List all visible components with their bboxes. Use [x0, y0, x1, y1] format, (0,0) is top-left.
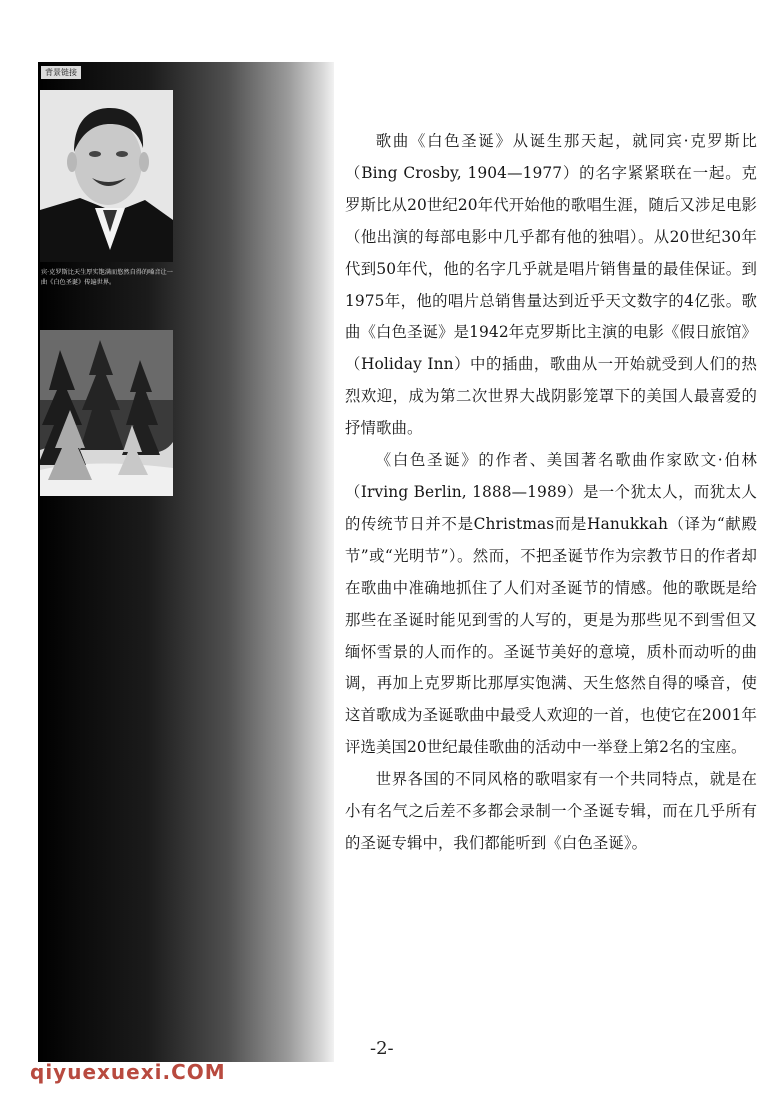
winter-forest-painting	[40, 330, 173, 496]
photo-caption: 宾·克罗斯比天生厚实饱满而悠然自得的嗓音让一曲《白色圣诞》传遍世界。	[41, 269, 173, 286]
article-paragraph: 世界各国的不同风格的歌唱家有一个共同特点，就是在小有名气之后差不多都会录制一个圣诞专辑，而在几乎所有的圣诞专辑中，我们都能听到《白色圣诞》。	[345, 770, 757, 852]
article-paragraph: 《白色圣诞》的作者、美国著名歌曲作家欧文·伯林（Irving Berlin, 1888—1989）是一个犹太人，而犹太人的传统节日并不是Christmas而是Hanukkah（译为“献殿节”或“光明节”）。然而，不把圣诞节作为宗教节日的作者却在歌曲中准确地抓住了人们对圣诞节的情感。他的歌既是给那些在圣诞时能见到雪的人写的，更是为那些见不到雪但又缅怀雪景的人而作的。圣诞节美好的意境，质朴而动听的曲调，再加上克罗斯比那厚实饱满、天生悠然自得的嗓音，使这首歌成为圣诞歌曲中最受人欢迎的一首，也使它在2001年评选美国20世纪最佳歌曲的活动中一举登上第2名的宝座。	[345, 451, 757, 757]
sidebar-label: 背景链接	[41, 66, 81, 79]
page-number: -2-	[370, 1038, 394, 1059]
article-paragraph: 歌曲《白色圣诞》从诞生那天起，就同宾·克罗斯比（Bing Crosby, 1904—1977）的名字紧紧联在一起。克罗斯比从20世纪20年代开始他的歌唱生涯，随后又涉足电影（他出演的每部电影中几乎都有他的独唱）。从20世纪30年代到50年代，他的名字几乎就是唱片销售量的最佳保证。到1975年，他的唱片总销售量达到近乎天文数字的4亿张。歌曲《白色圣诞》是1942年克罗斯比主演的电影《假日旅馆》（Holiday Inn）中的插曲，歌曲从一开始就受到人们的热烈欢迎，成为第二次世界大战阴影笼罩下的美国人最喜爱的抒情歌曲。	[345, 132, 757, 438]
bing-crosby-photo	[40, 90, 173, 262]
article-body	[345, 126, 757, 860]
site-watermark: qiyuexuexi.COM	[30, 1060, 226, 1084]
